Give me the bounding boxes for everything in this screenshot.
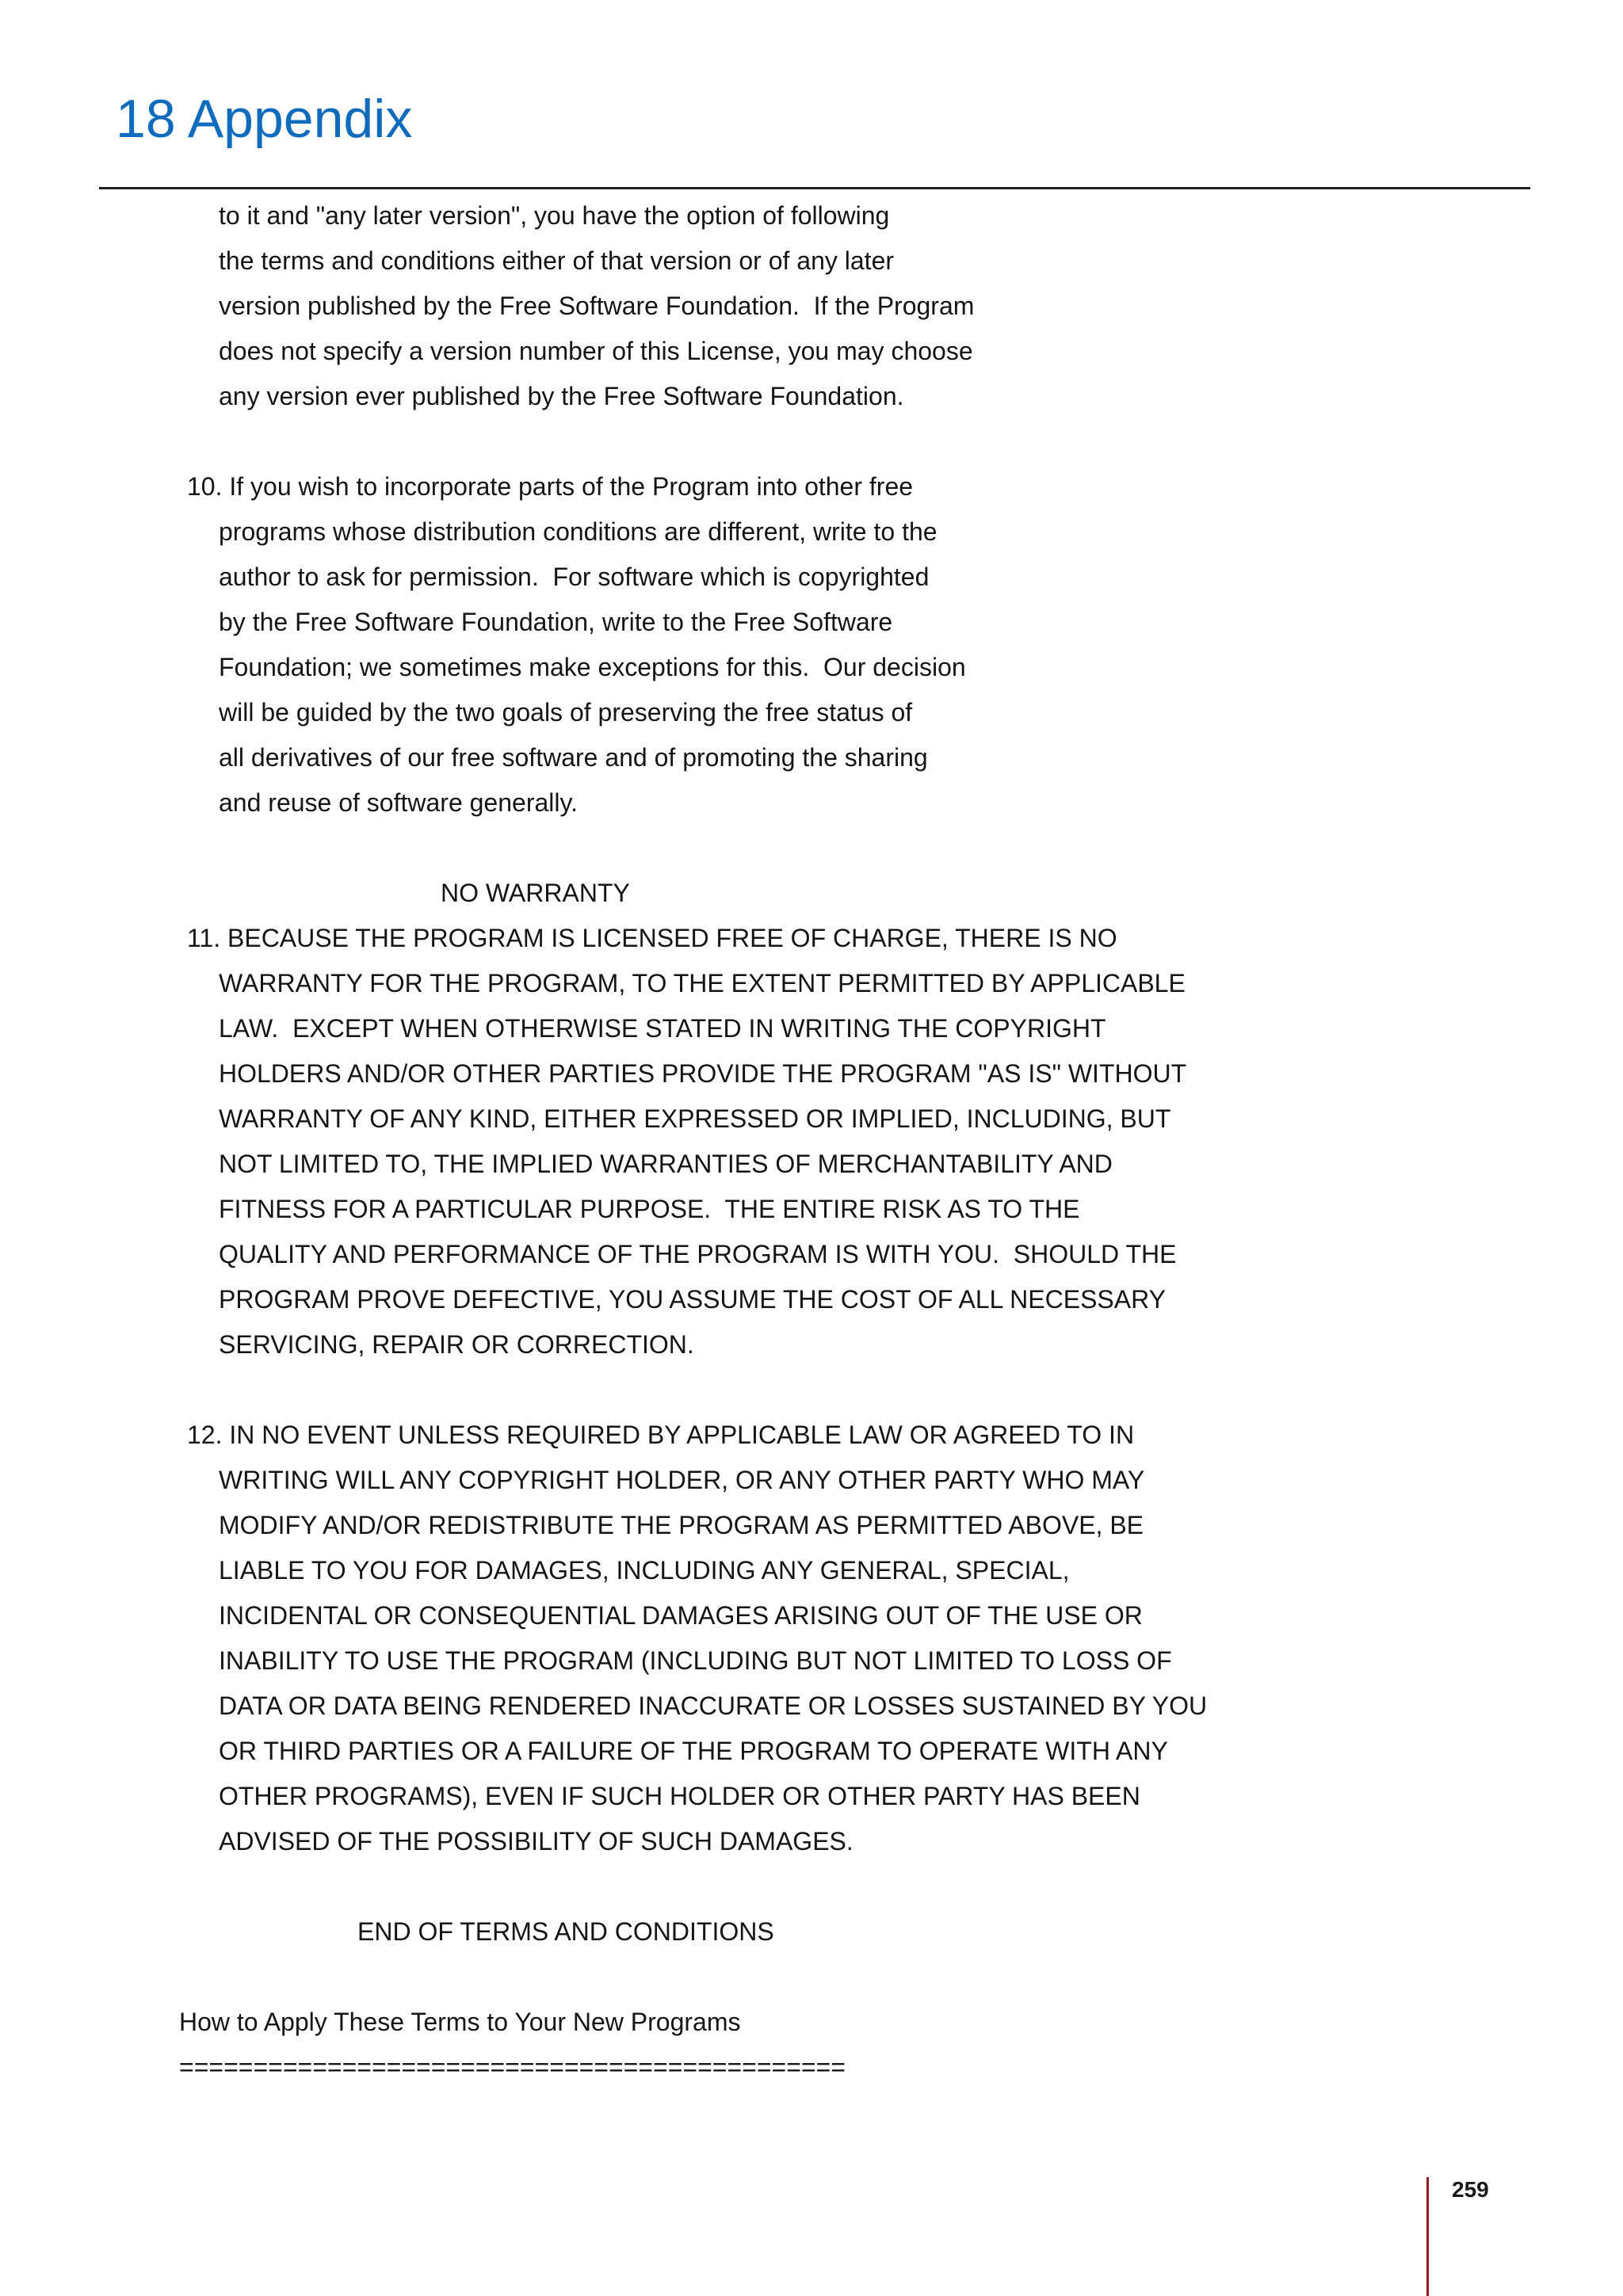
- text-line: INCIDENTAL OR CONSEQUENTIAL DAMAGES ARISING OUT OF THE USE OR: [219, 1601, 1143, 1630]
- text-line: to it and "any later version", you have the option of following: [219, 201, 890, 230]
- text-line: version published by the Free Software Foundation. If the Program: [219, 292, 975, 320]
- text-line: MODIFY AND/OR REDISTRIBUTE THE PROGRAM AS PERMITTED ABOVE, BE: [219, 1511, 1144, 1539]
- text-line: all derivatives of our free software and of promoting the sharing: [219, 743, 928, 772]
- text-line: by the Free Software Foundation, write to the Free Software: [219, 608, 893, 636]
- text-line: WARRANTY FOR THE PROGRAM, TO THE EXTENT PERMITTED BY APPLICABLE: [219, 969, 1186, 997]
- heading-underline: =============================================: [179, 2053, 846, 2081]
- text-line: 10. If you wish to incorporate parts of the Program into other free: [187, 472, 914, 501]
- text-line: 12. IN NO EVENT UNLESS REQUIRED BY APPLICABLE LAW OR AGREED TO IN: [187, 1421, 1135, 1449]
- text-line: QUALITY AND PERFORMANCE OF THE PROGRAM IS WITH YOU. SHOULD THE: [219, 1240, 1177, 1268]
- text-line: INABILITY TO USE THE PROGRAM (INCLUDING BUT NOT LIMITED TO LOSS OF: [219, 1646, 1172, 1675]
- text-line: WRITING WILL ANY COPYRIGHT HOLDER, OR ANY OTHER PARTY WHO MAY: [219, 1466, 1145, 1494]
- text-line: 11. BECAUSE THE PROGRAM IS LICENSED FREE OF CHARGE, THERE IS NO: [187, 924, 1117, 952]
- text-line: OTHER PROGRAMS), EVEN IF SUCH HOLDER OR OTHER PARTY HAS BEEN: [219, 1782, 1140, 1810]
- text-line: WARRANTY OF ANY KIND, EITHER EXPRESSED OR IMPLIED, INCLUDING, BUT: [219, 1104, 1171, 1133]
- text-line: SERVICING, REPAIR OR CORRECTION.: [219, 1330, 694, 1359]
- text-line: LAW. EXCEPT WHEN OTHERWISE STATED IN WRITING THE COPYRIGHT: [219, 1014, 1106, 1043]
- text-line: OR THIRD PARTIES OR A FAILURE OF THE PROGRAM TO OPERATE WITH ANY: [219, 1737, 1168, 1765]
- header-rule: [99, 187, 1530, 189]
- chapter-title: 18 Appendix: [116, 89, 413, 149]
- section-heading: END OF TERMS AND CONDITIONS: [357, 1917, 774, 1946]
- text-line: will be guided by the two goals of preserving the free status of: [219, 698, 913, 727]
- text-line: does not specify a version number of this License, you may choose: [219, 337, 973, 365]
- section-heading: NO WARRANTY: [441, 879, 630, 907]
- text-line: PROGRAM PROVE DEFECTIVE, YOU ASSUME THE COST OF ALL NECESSARY: [219, 1285, 1166, 1314]
- text-line: LIABLE TO YOU FOR DAMAGES, INCLUDING ANY GENERAL, SPECIAL,: [219, 1556, 1070, 1585]
- section-heading: How to Apply These Terms to Your New Programs: [179, 2008, 741, 2036]
- text-line: author to ask for permission. For software which is copyrighted: [219, 563, 930, 591]
- text-line: FITNESS FOR A PARTICULAR PURPOSE. THE ENTIRE RISK AS TO THE: [219, 1195, 1080, 1223]
- text-line: DATA OR DATA BEING RENDERED INACCURATE OR LOSSES SUSTAINED BY YOU: [219, 1691, 1208, 1720]
- text-line: and reuse of software generally.: [219, 788, 578, 817]
- text-line: ADVISED OF THE POSSIBILITY OF SUCH DAMAGES.: [219, 1827, 854, 1855]
- page-number: 259: [1452, 2177, 1489, 2202]
- text-line: the terms and conditions either of that version or of any later: [219, 246, 895, 275]
- text-line: HOLDERS AND/OR OTHER PARTIES PROVIDE THE PROGRAM "AS IS" WITHOUT: [219, 1059, 1187, 1088]
- text-line: any version ever published by the Free Software Foundation.: [219, 382, 904, 410]
- text-line: programs whose distribution conditions are different, write to the: [219, 517, 938, 546]
- text-line: Foundation; we sometimes make exceptions for this. Our decision: [219, 653, 966, 681]
- text-line: NOT LIMITED TO, THE IMPLIED WARRANTIES OF MERCHANTABILITY AND: [219, 1150, 1113, 1178]
- page-number-rule: [1426, 2177, 1429, 2296]
